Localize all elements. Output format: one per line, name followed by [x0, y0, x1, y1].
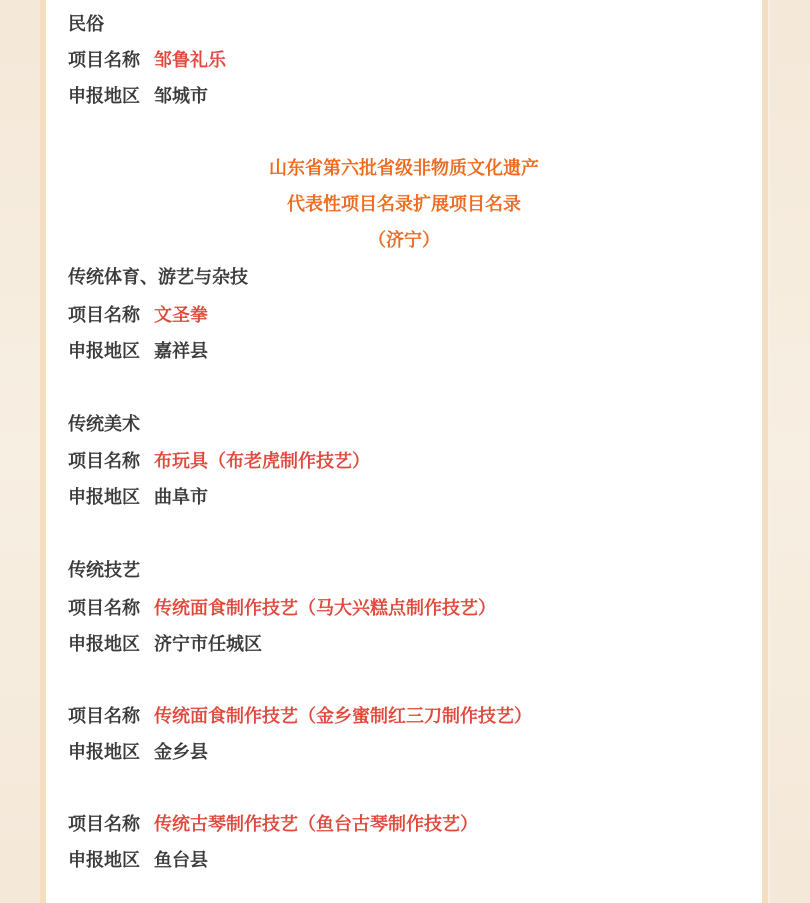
project-name-label: 项目名称 — [68, 706, 140, 727]
category-heading: 民俗 — [68, 14, 104, 35]
region-value: 鱼台县 — [154, 850, 208, 871]
background-left — [0, 0, 40, 903]
project-name-value: 传统面食制作技艺（马大兴糕点制作技艺） — [154, 598, 496, 619]
project-name-label: 项目名称 — [68, 305, 140, 326]
list-title-line2: 代表性项目名录扩展项目名录 — [287, 194, 521, 215]
region-value: 邹城市 — [154, 86, 208, 107]
list-title-line1: 山东省第六批省级非物质文化遗产 — [269, 158, 539, 179]
list-title-line3: （济宁） — [368, 230, 440, 251]
project-name-row — [68, 49, 226, 73]
project-name-row — [68, 304, 208, 328]
region-value: 济宁市任城区 — [154, 634, 262, 655]
project-name-row — [68, 597, 496, 621]
project-name-label: 项目名称 — [68, 50, 140, 71]
region-label: 申报地区 — [68, 487, 140, 508]
category-heading: 传统体育、游艺与杂技 — [68, 267, 248, 288]
project-name-row — [68, 705, 532, 729]
category-heading: 传统技艺 — [68, 560, 140, 581]
region-value: 嘉祥县 — [154, 341, 208, 362]
background-right — [770, 0, 810, 903]
region-label: 申报地区 — [68, 742, 140, 763]
project-name-label: 项目名称 — [68, 814, 140, 835]
region-value: 金乡县 — [154, 742, 208, 763]
region-row — [68, 741, 208, 765]
project-name-value: 文圣拳 — [154, 305, 208, 326]
article-panel — [40, 0, 768, 903]
project-name-label: 项目名称 — [68, 451, 140, 472]
region-row — [68, 633, 262, 657]
region-row — [68, 486, 208, 510]
project-name-value: 布玩具（布老虎制作技艺） — [154, 451, 370, 472]
project-name-label: 项目名称 — [68, 598, 140, 619]
project-name-value: 传统面食制作技艺（金乡蜜制红三刀制作技艺） — [154, 706, 532, 727]
region-label: 申报地区 — [68, 341, 140, 362]
category-heading: 传统美术 — [68, 414, 140, 435]
project-name-row — [68, 450, 370, 474]
region-value: 曲阜市 — [154, 487, 208, 508]
region-row — [68, 85, 208, 109]
project-name-row — [68, 813, 478, 837]
project-name-value: 邹鲁礼乐 — [154, 50, 226, 71]
region-label: 申报地区 — [68, 634, 140, 655]
project-name-value: 传统古琴制作技艺（鱼台古琴制作技艺） — [154, 814, 478, 835]
region-label: 申报地区 — [68, 850, 140, 871]
region-row — [68, 849, 208, 873]
region-label: 申报地区 — [68, 86, 140, 107]
region-row — [68, 340, 208, 364]
